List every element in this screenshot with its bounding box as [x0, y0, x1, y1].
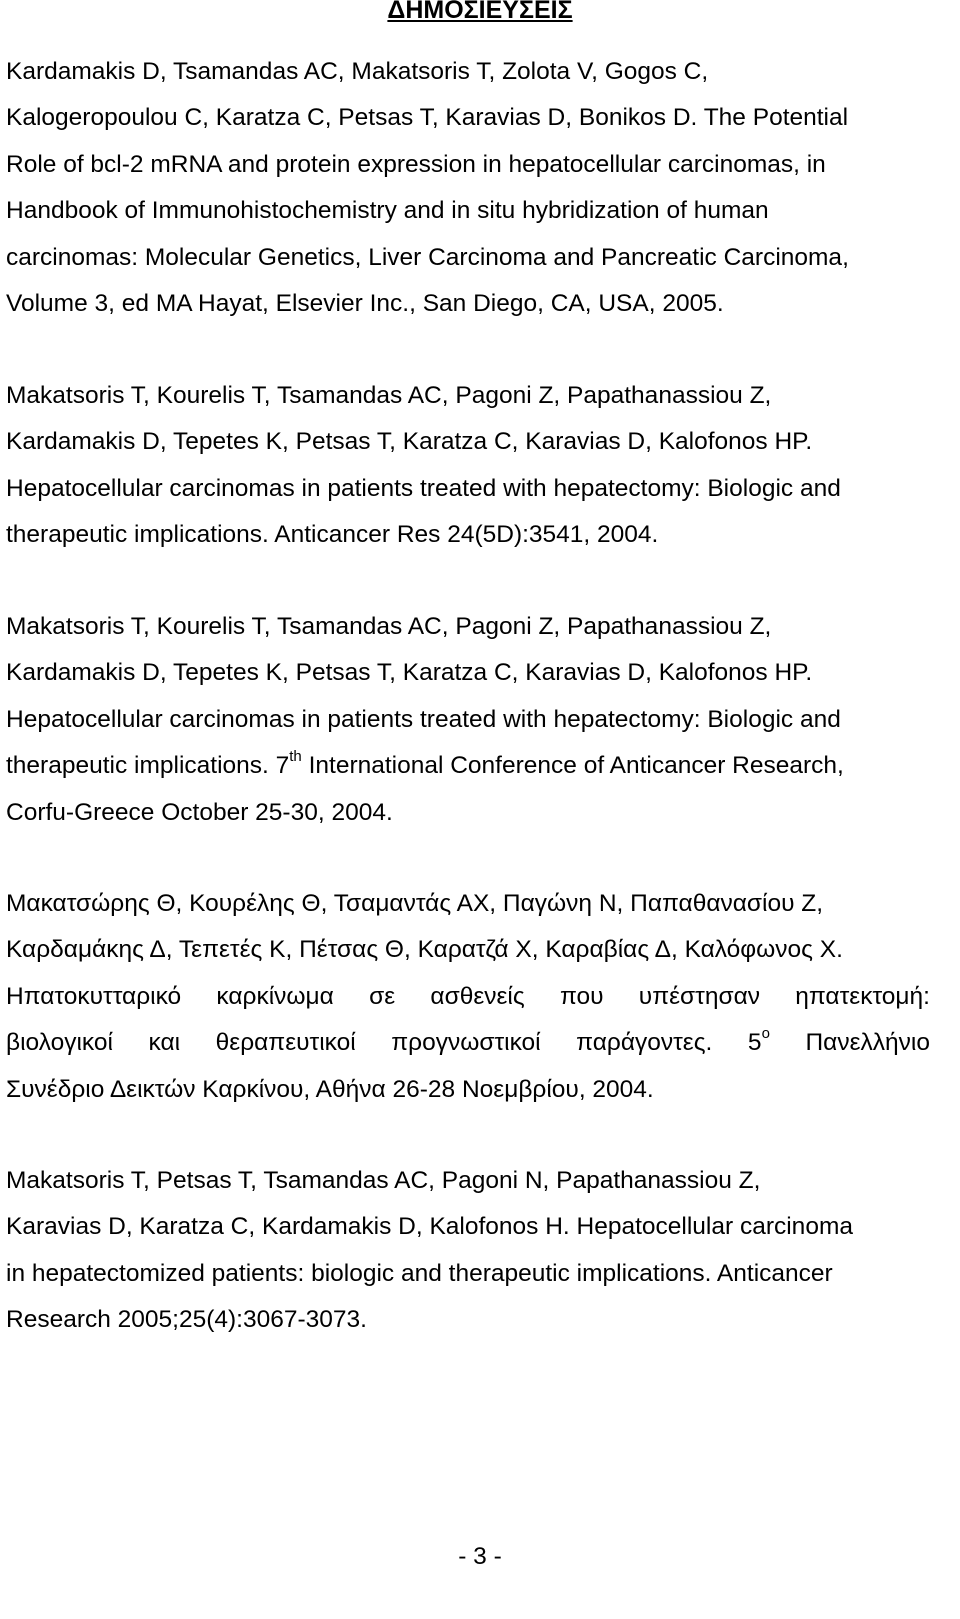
reference-line: Hepatocellular carcinomas in patients treated with hepatectomy: Biologic and [6, 705, 841, 733]
reference-line: Karavias D, Karatza C, Kardamakis D, Kalofonos H. Hepatocellular carcinoma [6, 1213, 853, 1241]
reference-line: carcinomas: Molecular Genetics, Liver Carcinoma and Pancreatic Carcinoma, [6, 243, 849, 271]
reference-line: βιολογικοί και θεραπευτικοί προγνωστικοί παράγοντες. $5^o$ Πανελλήνιο [6, 1025, 930, 1057]
superscript: ο [761, 1025, 770, 1043]
page-title: ΔΗΜΟΣΙΕΥΣΕΙΣ [387, 0, 573, 24]
reference-line: Kardamakis D, Tsamandas AC, Makatsoris T, Zolota V, Gogos C, [6, 58, 709, 85]
superscript: th [289, 748, 302, 766]
reference-line: Συνέδριο Δεικτών Καρκίνου, Αθήνα 26-28 Νοεμβρίου, 2004. [6, 1075, 654, 1103]
reference-5 [6, 1158, 930, 1344]
reference-line: Hepatocellular carcinomas in patients treated with hepatectomy: Biologic and [6, 474, 841, 502]
page-number: - 3 - [458, 1543, 502, 1570]
reference-line: Makatsoris T, Kourelis T, Tsamandas AC, Pagoni Z, Papathanassiou Z, [6, 382, 772, 409]
reference-line: Makatsoris T, Kourelis T, Tsamandas AC, Pagoni Z, Papathanassiou Z, [6, 613, 772, 640]
reference-1 [6, 49, 930, 327]
reference-line: Ηπατοκυτταρικό καρκίνωμα σε ασθενείς που υπέστησαν ηπατεκτομή: [6, 982, 930, 1010]
reference-2 [6, 373, 930, 559]
reference-line: Kardamakis D, Tepetes K, Petsas T, Karatza C, Karavias D, Kalofonos HP. [6, 659, 813, 687]
reference-line: Handbook of Immunohistochemistry and in situ hybridization of human [6, 197, 769, 225]
reference-3 [6, 604, 930, 836]
reference-line: Makatsoris T, Petsas T, Tsamandas AC, Pagoni N, Papathanassiou Z, [6, 1167, 761, 1194]
reference-line: Kardamakis D, Tepetes K, Petsas T, Karatza C, Karavias D, Kalofonos HP. [6, 428, 813, 456]
reference-line: Research 2005;25(4):3067-3073. [6, 1306, 367, 1334]
reference-line: Volume 3, ed MA Hayat, Elsevier Inc., San Diego, CA, USA, 2005. [6, 290, 724, 318]
reference-4 [6, 881, 930, 1113]
reference-line: Corfu-Greece October 25-30, 2004. [6, 798, 393, 826]
reference-line: Kalogeropoulou C, Karatza C, Petsas T, Karavias D, Bonikos D. The Potential [6, 104, 849, 132]
reference-line: Καρδαμάκης Δ, Τεπετές Κ, Πέτσας Θ, Καρατζά Χ, Καραβίας Δ, Καλόφωνος Χ. [6, 936, 843, 964]
reference-line: Μακατσώρης Θ, Κουρέλης Θ, Τσαμαντάς ΑΧ, Παγώνη Ν, Παπαθανασίου Ζ, [6, 890, 824, 917]
reference-line: therapeutic implications. Anticancer Res 24(5D):3541, 2004. [6, 521, 659, 549]
reference-line: therapeutic implications. 7th International Conference of Anticancer Research, [6, 748, 844, 780]
reference-line: in hepatectomized patients: biologic and therapeutic implications. Anticancer [6, 1259, 833, 1287]
reference-line: Role of bcl-2 mRNA and protein expression in hepatocellular carcinomas, in [6, 150, 826, 178]
